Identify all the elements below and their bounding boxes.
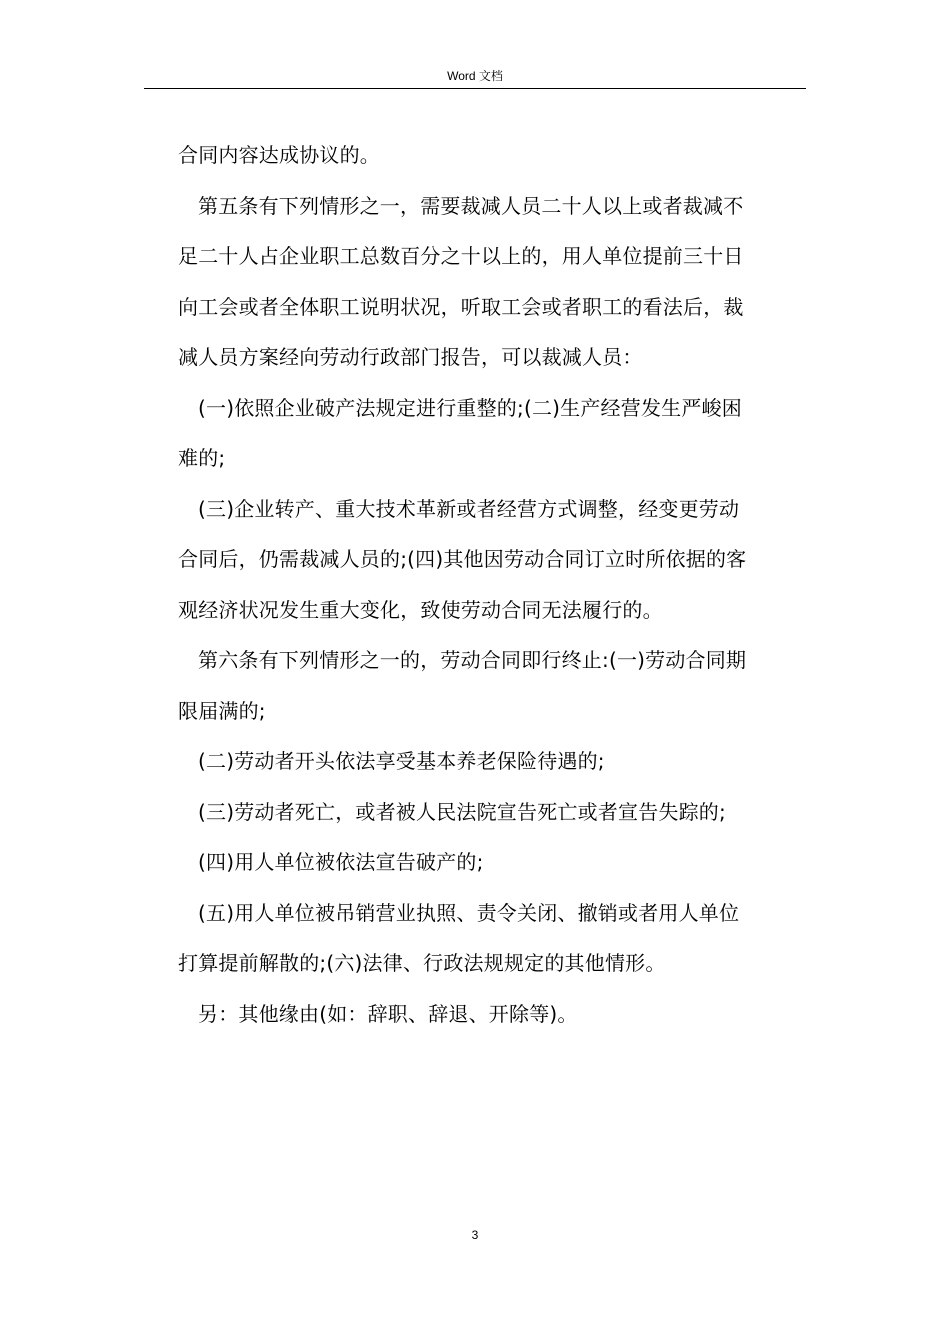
text-line: 打算提前解散的;(六)法律、行政法规规定的其他情形。 — [178, 951, 666, 975]
text-line: (二)劳动者开头依法享受基本养老保险待遇的; — [198, 749, 605, 773]
text-line: 第六条有下列情形之一的，劳动合同即行终止:(一)劳动合同期 — [198, 648, 747, 672]
text-line: (三)劳动者死亡，或者被人民法院宣告死亡或者宣告失踪的; — [198, 799, 726, 824]
text-line: (一)依照企业破产法规定进行重整的;(二)生产经营发生严峻困 — [198, 395, 742, 420]
header-title: Word 文档 — [447, 69, 503, 83]
document-body — [178, 130, 808, 1039]
text-line: (三)企业转产、重大技术革新或者经营方式调整，经变更劳动 — [198, 496, 740, 521]
page-number: 3 — [471, 1228, 479, 1242]
text-line: 观经济状况发生重大变化，致使劳动合同无法履行的。 — [178, 597, 663, 622]
text-line: 另：其他缘由(如：辞职、辞退、开除等)。 — [198, 1001, 578, 1026]
text-line: 合同内容达成协议的。 — [178, 143, 380, 167]
text-line: 限届满的; — [178, 698, 266, 723]
page-header — [144, 68, 806, 89]
text-line: 足二十人占企业职工总数百分之十以上的，用人单位提前三十日 — [178, 244, 744, 268]
text-line: (四)用人单位被依法宣告破产的; — [198, 850, 484, 874]
text-line: 难的; — [178, 446, 226, 470]
text-line: 向工会或者全体职工说明状况，听取工会或者职工的看法后，裁 — [178, 294, 744, 319]
text-line: 合同后，仍需裁减人员的;(四)其他因劳动合同订立时所依据的客 — [178, 547, 747, 571]
text-line: (五)用人单位被吊销营业执照、责令关闭、撤销或者用人单位 — [198, 900, 740, 925]
text-line: 减人员方案经向劳动行政部门报告，可以裁减人员： — [178, 345, 643, 369]
text-line: 第五条有下列情形之一，需要裁减人员二十人以上或者裁减不 — [198, 193, 744, 218]
